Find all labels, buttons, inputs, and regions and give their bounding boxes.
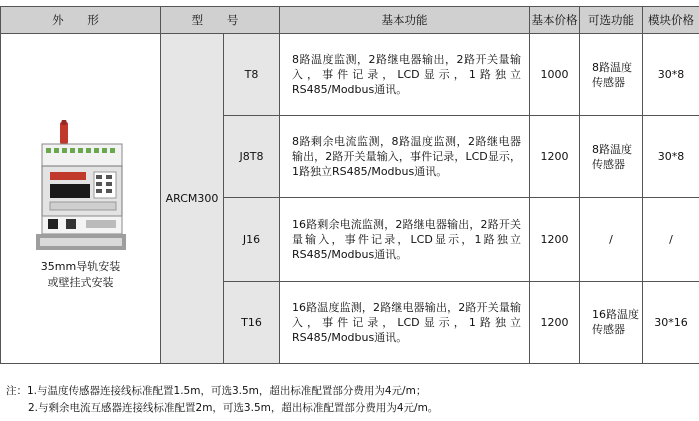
header-module-price: 模块价格 xyxy=(643,7,699,34)
header-row xyxy=(1,7,699,34)
function-cell: 16路剩余电流监测，2路继电器输出，2路开关量输入，事件记录，LCD显示，1路独立RS485/Modbus通讯。 xyxy=(280,198,530,281)
model-cell: T16 xyxy=(224,281,280,363)
header-appearance: 外 形 xyxy=(1,7,161,34)
device-image xyxy=(36,120,126,252)
model-cell: J8T8 xyxy=(224,116,280,198)
price-cell: 1200 xyxy=(530,281,580,363)
header-optional: 可选功能 xyxy=(580,7,643,34)
product-cell xyxy=(1,34,161,364)
monitor-device-icon xyxy=(36,120,126,252)
module-price-cell: 30*8 xyxy=(643,116,699,198)
note-line-2: 2.与剩余电流互感器连接线标准配置2m，可选3.5m，超出标准配置部分费用为4元/m。 xyxy=(28,402,439,414)
model-cell: T8 xyxy=(224,34,280,116)
install-line-1: 35mm导轨安装 xyxy=(40,260,121,273)
optional-cell: 16路温度传感器 xyxy=(580,281,643,363)
function-cell: 8路剩余电流监测，8路温度监测，2路继电器输出，2路开关量输入，事件记录，LCD显示，1路独立RS485/Modbus通讯。 xyxy=(280,116,530,198)
price-cell: 1000 xyxy=(530,34,580,116)
function-cell: 16路温度监测，2路继电器输出，2路开关量输入，事件记录，LCD显示，1路独立RS485/Modbus通讯。 xyxy=(280,281,530,363)
optional-cell: 8路温度传感器 xyxy=(580,116,643,198)
model-cell: J16 xyxy=(224,198,280,281)
spec-table xyxy=(0,6,699,364)
note-line-1: 注：1.与温度传感器连接线标准配置1.5m，可选3.5m，超出标准配置部分费用为4元/m； xyxy=(6,385,427,397)
module-price-cell: / xyxy=(643,198,699,281)
series-cell: ARCM300 xyxy=(161,34,224,364)
header-price: 基本价格 xyxy=(530,7,580,34)
price-cell: 1200 xyxy=(530,116,580,198)
optional-cell: 8路温度传感器 xyxy=(580,34,643,116)
table-row xyxy=(1,34,699,116)
price-cell: 1200 xyxy=(530,198,580,281)
notes xyxy=(6,383,438,417)
module-price-cell: 30*8 xyxy=(643,34,699,116)
optional-cell: / xyxy=(580,198,643,281)
header-model: 型 号 xyxy=(161,7,280,34)
install-line-2: 或壁挂式安装 xyxy=(47,276,114,289)
header-function: 基本功能 xyxy=(280,7,530,34)
function-cell: 8路温度监测，2路继电器输出，2路开关量输入，事件记录，LCD显示，1路独立RS485/Modbus通讯。 xyxy=(280,34,530,116)
module-price-cell: 30*16 xyxy=(643,281,699,363)
